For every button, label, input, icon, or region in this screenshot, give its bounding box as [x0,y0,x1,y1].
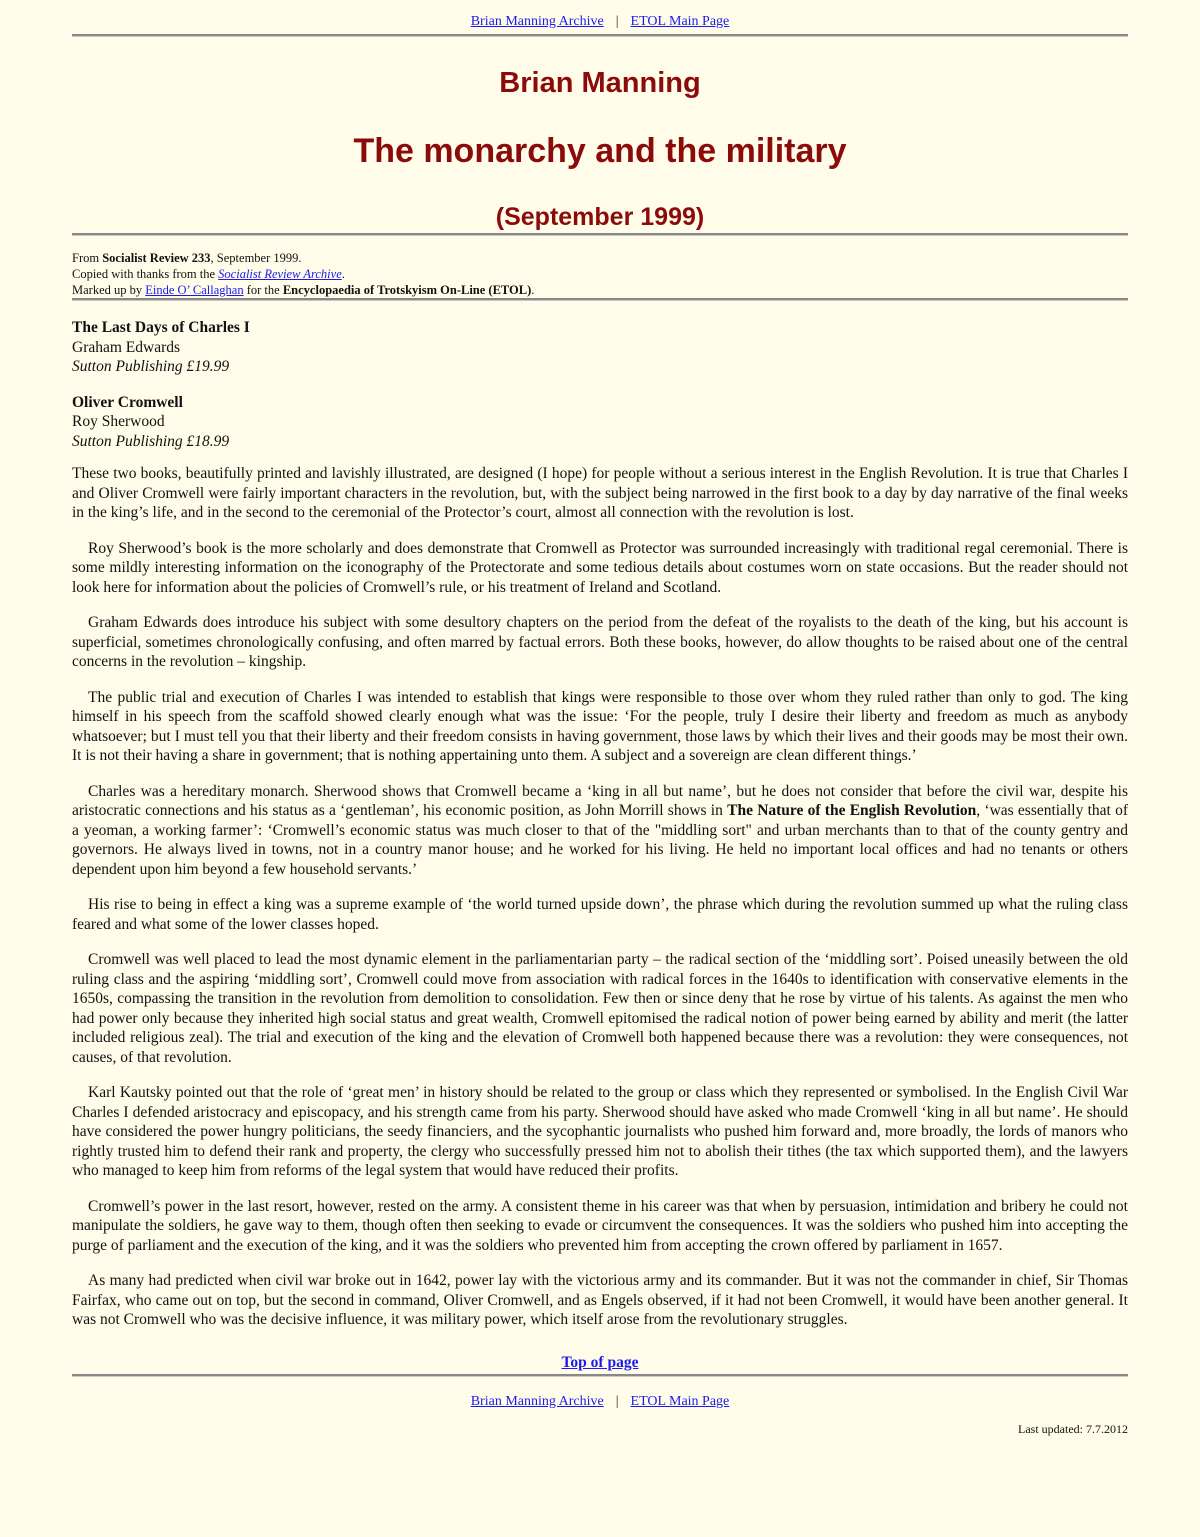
source-text: . [531,283,535,297]
date-heading: (September 1999) [495,203,705,231]
divider [72,233,1128,236]
book-author: Roy Sherwood [72,413,165,430]
top-of-page-link[interactable]: Top of page [561,1353,639,1371]
source-info [72,250,1128,298]
paragraph: As many had predicted when civil war broke out in 1642, power lay with the victorious army and its commander. But it was not the commander in chief, Sir Thomas Fairfax, who came out on top, but the second in command, Oliver Cromwell, and as Engels observed, if it had not been Cromwell, it would have been another general. It was not Cromwell who was the decisive influence, it was military power, which itself arose from the revolutionary struggles. [72,1272,1128,1328]
paragraph: The public trial and execution of Charles I was intended to establish that kings were responsible to those over whom they ruled rather than only to god. The king himself in his speech from the scaffold showed clearly enough what was the issue: ‘For the people, truly I desire their liberty and freedom as much as anybody whatsoever; but I must tell you that their liberty and their freedom consists in having government, those laws by which their lives and their goods may be most their own. It is not their having a share in government; that is nothing appertaining unto them. A subject and a sovereign are clean different things.’ [72,688,1128,764]
top-navigation [72,0,1128,34]
source-line-3 [72,282,1128,298]
source-text: for the [243,283,283,297]
archive-link[interactable]: Brian Manning Archive [470,1393,604,1409]
nav-separator: | [615,14,619,29]
paragraph: Karl Kautsky pointed out that the role of ‘great men’ in history should be related to the group or class which they represented or symbolised. In the English Civil War Charles I defended aristocracy and episcopacy, and his strength came from his party. Sherwood should have asked who made Cromwell ‘king in all but name’. He should have considered the power hungry politicians, the seedy financiers, and the sycophantic journalists who pushed him forward and, more broadly, the lords of manors who rightly trusted him to defend their rank and property, the clergy who successfully pressed him not to abolish their tithes (the tax which supported them), and the lawyers who managed to keep him from reforms of the legal system that would have reduced their profits. [72,1084,1128,1179]
paragraph: Graham Edwards does introduce his subject with some desultory chapters on the period from the defeat of the royalists to the death of the king, but his account is superficial, sometimes chronologically confusing, and often marred by factual errors. Both these books, however, do allow thoughts to be raised about one of the central concerns in the revolution – kingship. [72,614,1128,670]
cited-book-title: The Nature of the English Revolution [727,802,977,819]
article-body [72,464,1128,1330]
socialist-review-archive-link[interactable]: Socialist Review Archive [218,267,342,281]
archive-link[interactable]: Brian Manning Archive [470,14,604,29]
publication-name: Socialist Review 233 [102,251,211,265]
paragraph: Cromwell was well placed to lead the most dynamic element in the parliamentarian party – the radical section of the ‘middling sort’. Poised uneasily between the old ruling class and the aspiring ‘middling sort’, Cromwell could move from association with radical forces in the 1640s to identification with conservative elements in the 1650s, compassing the transition in the revolution from demolition to consolidation. Few then or since deny that he rose by virtue of his talents. As against the men who had power only because they inherited high social status and great wealth, Cromwell epitomised the radical notion of power being earned by ability and merit (the latter included religious zeal). The trial and execution of the king and the elevation of Cromwell both happened because there was a revolution: they were consequences, not causes, of that revolution. [72,951,1128,1066]
source-text: From [72,251,103,265]
paragraph-text: Charles was a hereditary monarch. Sherwood shows that Cromwell became a ‘king in all but name’, but he does not consider that before the civil war, despite his aristocratic connections and his status as a ‘gentleman’, his economic position, as John Morrill shows in [72,782,1128,819]
einde-ocallaghan-link[interactable]: Einde O’ Callaghan [145,283,244,297]
source-line-2 [72,266,1128,282]
source-text: Marked up by [72,283,146,297]
book-title: Oliver Cromwell [72,393,183,411]
paragraph: Cromwell’s power in the last resort, however, rested on the army. A consistent theme in his career was that when by persuasion, intimidation and bribery he could not manipulate the soldiers, he gave way to them, though often then seeking to evade or circumvent the consequences. It was the soldiers who pushed him into accepting the purge of parliament and the execution of the king, and it was the soldiers who prevented him from accepting the crown offered by parliament in 1657. [72,1197,1128,1254]
book-publisher: Sutton Publishing £19.99 [72,358,230,375]
paragraph: These two books, beautifully printed and lavishly illustrated, are designed (I hope) for people without a serious interest in the English Revolution. It is true that Charles I and Oliver Cromwell were fairly important characters in the revolution, but, with the subject being narrowed in the first book to a day by day narrative of the final weeks in the king’s life, and in the second to the ceremonial of the Protector’s court, almost all connection with the revolution is lost. [72,465,1128,521]
etol-main-link[interactable]: ETOL Main Page [630,14,730,29]
source-line-1 [72,250,1128,266]
reviewed-books [72,318,1128,451]
last-updated: Last updated: 7.7.2012 [1018,1421,1128,1436]
book-entry [72,318,1128,377]
paragraph-text: , ‘was essentially that of a yeoman, a working farmer’: ‘Cromwell’s economic status was much closer to that of the "middling sort" and urban merchants than to that of the county gentry and governors. He always lived in towns, not in a country manor house; and he worked for his living. He held no important local offices and had no tenants or others dependent upon him beyond a few household servants.’ [72,802,1128,878]
title-block [72,65,1128,233]
etol-main-link[interactable]: ETOL Main Page [630,1393,730,1409]
paragraph: Roy Sherwood’s book is the more scholarly and does demonstrate that Cromwell as Protector was surrounded increasingly with traditional regal ceremonial. There is some mildly interesting information on the iconography of the Protectorate and some tedious details about costumes worn on state occasions. But the reader should not look here for information about the policies of Cromwell’s rule, or his treatment of Ireland and Scotland. [72,539,1128,596]
book-author: Graham Edwards [72,338,181,356]
source-text: . [341,267,345,281]
nav-separator: | [615,1393,619,1409]
divider [72,34,1128,37]
bottom-navigation [72,1394,1128,1414]
divider [72,1374,1128,1377]
book-title: The Last Days of Charles I [72,319,250,336]
paragraph: His rise to being in effect a king was a supreme example of ‘the world turned upside down’, the phrase which during the revolution summed up what the ruling class feared and what some of the lower classes hoped. [72,896,1128,933]
author-heading: Brian Manning [499,67,701,99]
divider [72,298,1128,301]
source-text: Copied with thanks from the [72,267,219,281]
paragraph [72,782,1128,880]
book-publisher: Sutton Publishing £18.99 [72,432,230,450]
top-link-container [72,1354,1128,1374]
source-text: , September 1999. [210,251,302,265]
etol-name: Encyclopaedia of Trotskyism On-Line (ETOL) [282,283,532,297]
page-title: The monarchy and the military [353,132,847,170]
book-entry [72,393,1128,452]
